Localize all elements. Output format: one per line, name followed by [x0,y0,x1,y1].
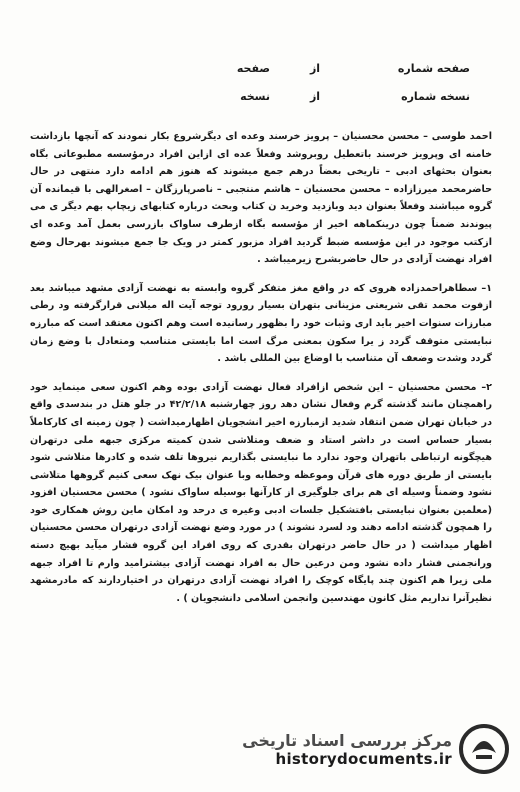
paragraph-intro: احمد طوسی – محسن محسنیان – پرویز خرسند وعده ای دیگرشروع بکار نمودند که آنچها بازداشت خامنه ای وپرویز خرسند باتعطیل روبروشد وفعلاً عده ای ازاین افراد درمؤسسه مطبوعاتی بگاه بعنوان بحثهای ادبی – تاریخی بعضاً درهم جمع میشوند که هنوز هم ادامه دارد منتهی در حال حاضرمحمد میرزازاده – محسن محسنیان – هاشم منتجبی – ناصرپارزگان – اصغرالهی با قیمانده آن گروه میباشند وفعلاً بعنوان دید وبازدید وخرید ن کتاب وبحث درباره کتابهای زیچاپ بهم دیگر ی می پیوندند ضمناً چون درینکماهه اخیر از مؤسسه بگاه ازطرف ساواک بازرسی بعمل آمد وعده ای ازکتب موجود در این مؤسسه ضبط گردید افراد مزبور کمتر در ویک جا جمع میشوند بهرحال وضع افراد نهضت آزادی در حال حاضربشرح زیرمیباشد . [30,131,492,266]
watermark-title: مرکز بررسی اسناد تاریخی [242,730,452,750]
paragraph-item-1: ۱– سطاهراحمدزاده هروی که در واقع مغز متفکر گروه وابسته به نهضت آزادی مشهد میباشد بعد ازفوت محمد تقی شریعتی مزینانی بتهران بسیار رورود توجه آیت اله میلانی قرارگرفته ود رطی مبارزات سنوات اخیر باید اری وثبات خود را بظهور رسانیده است وهم اکنون معتقد است که مبارزه نبایستی متوقف گردد ز یرا سکون بمعنی مرگ است اما بایستی متناسب ومتعادل با وضع زمان گردد وشدت وضعف آن متناسب با اوضاع بین المللی باشد . [30,282,492,365]
paragraph-item-2: ۲– محسن محسنیان – این شخص ازافراد فعال نهضت آزادی بوده وهم اکنون سعی مینماید خود راهمچنان مانند گذشته گرم وفعال نشان دهد روز چهارشنبه ۴۲/۲/۱۸ در جلو هتل در بندسدی واقع در خیابان تهران ضمن انتقاد شدید ازمبارزه اخیر انشجویان اظهارمیداشت ( چون زمینه ای کارکاملاً بسیار حساس است در داشر استاد و ضعف ومتلاشی شدن کمیته مرکزی جبهه ملی درتهران هیچگونه ارتباطی باتهران وجود ندارد ما نبایستی بگذاریم نیروها تلف شده و کادرها متلاشی شود بایستی از طریق دوره های قرآن وموعظه وخطابه وبا عنوان بیک نهک سعی کنیم گروهها متلاشی نشود وضمناً وسیله ای هم برای جلوگیری از کارآنها بوسیله ساواک نشود ) محسن محسنیان افزود (معلمین بعنوان نبایستی بافتشکیل جلسات ادبی وغیره ی درحد ود امکان ماین روش همکاری خود را همچون گذشته ادامه دهند ود لسرد نشوند ) در مورد وضع نهضت آزادی درتهران محسن محسنیان اظهار میداشت ( در حال حاضر درتهران بقدری که روی افراد این گروه فشار میآید بهیچ دسته ورانجمنی فشار داده نشود ومن درعین حال به افراد نهضت آزادی بیشترامید وارم تا افراد جبهه ملی زیرا هم اکنون چند پایگاه کوچک را افراد نهضت آزادی درتهران در اختیاردارند که مادرمشهد نظیرآنرا نداریم مثل کانون مهندسین وانجمن اسلامی دانشجویان ) . [30,381,493,604]
watermark-text [240,731,458,768]
page-number-suffix: صفحه [236,62,270,75]
archive-seal-icon [458,723,510,775]
document-header [50,62,470,118]
page-number-from: از [309,62,321,75]
copy-number-label: نسخه شماره [401,90,470,103]
archive-watermark [240,716,510,782]
page-number-label: صفحه شماره [397,62,470,75]
page-number-line [50,62,470,90]
copy-number-from: از [309,90,321,103]
copy-number-suffix: نسخه [240,90,270,103]
copy-number-line [50,90,470,118]
watermark-url: historydocuments.ir [275,749,452,768]
document-body [30,128,492,618]
